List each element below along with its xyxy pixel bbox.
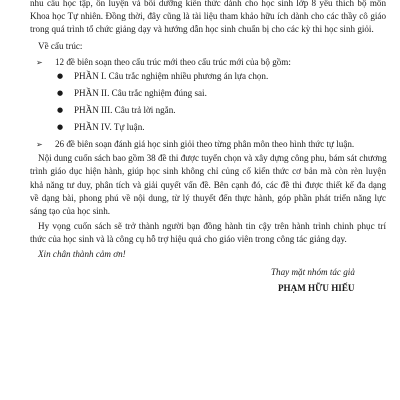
signature-on-behalf: Thay mặt nhóm tác giả [271, 267, 355, 277]
part-item: PHẦN III. Câu trả lời ngắn. [74, 105, 176, 115]
hope-line-1: Hy vọng cuốn sách sẽ trở thành người bạn đồng hành tin cậy trên hành trình chinh phục trí [38, 221, 386, 231]
dot-bullet-icon: ● [57, 89, 64, 97]
intro-line-3: trong quá trình tổ chức giảng dạy và hướng dẫn học sinh chuẩn bị cho các kỳ thi học sinh giỏi. [30, 24, 374, 34]
content-line-3: khả năng tư duy, phân tích và giải quyết vấn đề. Bên cạnh đó, các đề thi được thiết kế đa dạng [30, 180, 386, 190]
structure-item-2: 26 đề biên soạn đánh giá học sinh giỏi theo từng phân môn theo hình thức tự luận. [55, 139, 355, 149]
content-line-2: trình giáo dục hiện hành, giúp học sinh không chỉ củng cố kiến thức cơ bản mà còn rèn luyện [30, 166, 386, 176]
thanks-line: Xin chân thành cảm ơn! [38, 249, 126, 259]
part-item: PHẦN II. Câu trắc nghiệm đúng sai. [74, 88, 207, 98]
structure-heading: Về cấu trúc: [38, 41, 83, 51]
arrow-bullet-icon: ➢ [36, 140, 43, 149]
structure-item-1: 12 đề biên soạn theo cấu trúc mới theo cấu trúc mới của bộ gồm: [55, 57, 291, 67]
content-line-4: về dạng bài, phong phú về nội dung, từ lý thuyết đến thực hành, góp phần phát triển năng lực [30, 193, 386, 203]
part-item: PHẦN I. Câu trắc nghiệm nhiều phương án lựa chọn. [74, 71, 269, 81]
intro-line-2: Khoa học Tự nhiên. Đồng thời, đây cũng là tài liệu tham khảo hữu ích dành cho các thầy cô giáo [30, 11, 386, 21]
part-item: PHẦN IV. Tự luận. [74, 122, 145, 132]
content-line-1: Nội dung cuốn sách bao gồm 38 đề thi được tuyển chọn và xây dựng công phu, bám sát chương [38, 153, 387, 163]
dot-bullet-icon: ● [57, 123, 64, 131]
intro-line-1: nhu cầu học tập, ôn luyện và bồi dưỡng kiến thức dành cho học sinh lớp 8 yêu thích bộ môn [30, 0, 386, 8]
dot-bullet-icon: ● [57, 72, 64, 80]
hope-line-2: thức của học sinh và là công cụ hỗ trợ hiệu quả cho giáo viên trong công tác giảng dạy. [30, 234, 347, 244]
signature-author: PHẠM HỮU HIẾU [278, 283, 355, 293]
content-line-5: sáng tạo của học sinh. [30, 206, 111, 216]
dot-bullet-icon: ● [57, 106, 64, 114]
arrow-bullet-icon: ➢ [36, 58, 43, 67]
